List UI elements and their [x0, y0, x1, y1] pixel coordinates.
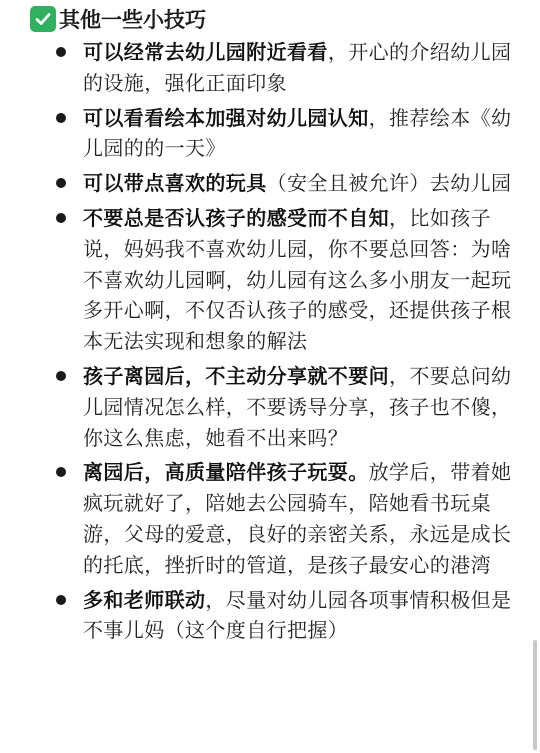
list-item: [0, 168, 540, 199]
item-text: ，尽量对幼儿园各项事情积极但是不事儿妈（这个度自行把握）: [83, 587, 512, 643]
item-text: （安全且被允许）去幼儿园: [266, 171, 512, 196]
bullet-icon: [56, 47, 66, 57]
bullet-icon: [56, 467, 66, 477]
item-bold-text: 可以经常去幼儿园附近看看: [83, 40, 328, 64]
check-mark-icon: [30, 6, 56, 32]
list-item: [0, 203, 540, 357]
bullet-icon: [56, 178, 66, 188]
bullet-icon: [56, 371, 66, 381]
scrollbar[interactable]: [533, 640, 537, 750]
item-bold-text: 离园后，高质量陪伴孩子玩耍。: [83, 460, 369, 485]
list-item: [0, 457, 540, 580]
item-bold-text: 可以带点喜欢的玩具: [83, 171, 267, 196]
section-heading: [30, 4, 206, 34]
item-text: ，比如孩子说，妈妈我不喜欢幼儿园，你不要总回答：为啥不喜欢幼儿园啊，幼儿园有这么多小朋友一起玩多开心啊，不仅否认孩子的感受，还提供孩子根本无法实现和想象的解法: [83, 205, 512, 354]
item-text: ，开心的介绍幼儿园的设施，强化正面印象: [83, 40, 512, 95]
list-item: [0, 103, 540, 165]
item-bold-text: 不要总是否认孩子的感受而不自知: [83, 205, 389, 230]
item-bold-text: 多和老师联动: [83, 587, 206, 612]
list-item: [0, 361, 540, 453]
tips-list: [0, 37, 540, 650]
bullet-icon: [56, 213, 66, 223]
item-bold-text: 孩子离园后，不主动分享就不要问: [83, 363, 389, 388]
item-bold-text: 可以看看绘本加强对幼儿园认知: [83, 105, 369, 130]
item-text: 放学后，带着她疯玩就好了，陪她去公园骑车，陪她看书玩桌游，父母的爱意，良好的亲密关系，永远是成长的托底，挫折时的管道，是孩子最安心的港湾: [83, 460, 512, 577]
list-item: [0, 585, 540, 647]
bullet-icon: [56, 113, 66, 123]
section-title: 其他一些小技巧: [59, 8, 206, 32]
bullet-icon: [56, 595, 66, 605]
list-item: [0, 37, 540, 99]
item-text: ，不要总问幼儿园情况怎么样，不要诱导分享，孩子也不傻，你这么焦虑，她看不出来吗？: [83, 363, 512, 450]
item-text: ，推荐绘本《幼儿园的的一天》: [83, 105, 512, 161]
